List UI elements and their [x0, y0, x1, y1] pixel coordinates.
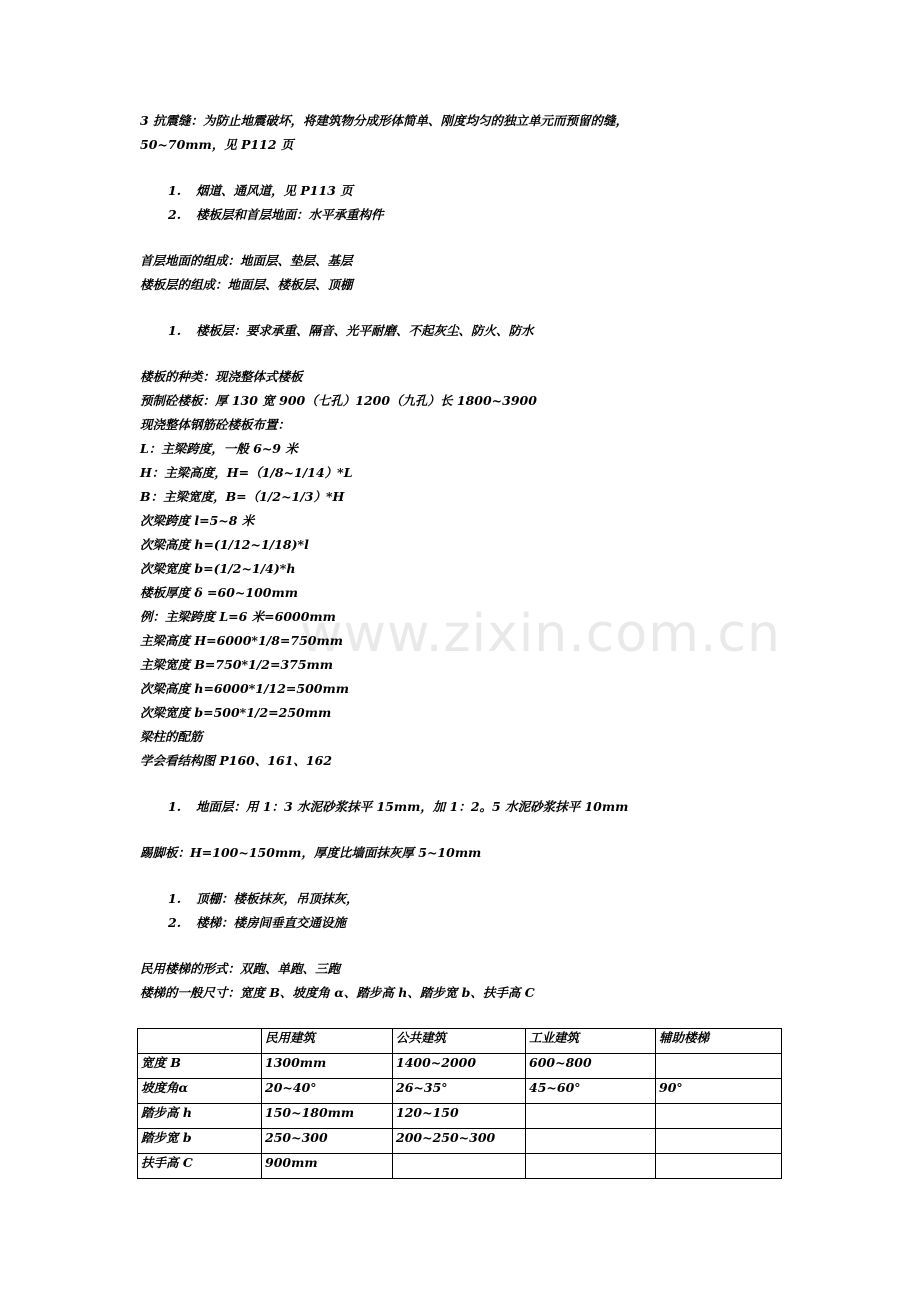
header-cell: 公共建筑: [393, 1029, 526, 1054]
stair-dimension-table: [137, 1028, 782, 1179]
table-header-row: [138, 1029, 782, 1054]
list-number: 2.: [168, 915, 182, 930]
table-cell: 150~180mm: [262, 1104, 393, 1129]
table-cell: [526, 1154, 656, 1179]
table-cell: 20~40°: [262, 1079, 393, 1104]
text-line: 主梁宽度 B=750*1/2=375mm: [140, 657, 333, 672]
row-label-cell: 踏步宽 b: [138, 1129, 262, 1154]
text-line: 次梁宽度 b=(1/2~1/4)*h: [140, 561, 296, 576]
row-label-cell: 扶手高 C: [138, 1154, 262, 1179]
text-line: 预制砼楼板：厚 130 宽 900（七孔）1200（九孔）长 1800~3900: [140, 393, 537, 408]
table-cell: 900mm: [262, 1154, 393, 1179]
table-cell: 1400~2000: [393, 1054, 526, 1079]
table-cell: 250~300: [262, 1129, 393, 1154]
table-cell: [526, 1104, 656, 1129]
table-row: [138, 1054, 782, 1079]
text-line: 民用楼梯的形式：双跑、单跑、三跑: [140, 961, 341, 976]
list-number: 1.: [168, 799, 182, 814]
header-cell: 民用建筑: [262, 1029, 393, 1054]
text-line: 学会看结构图 P160、161、162: [140, 753, 333, 768]
table-cell: [526, 1129, 656, 1154]
text-line: 楼板厚度 δ =60~100mm: [140, 585, 298, 600]
table-cell: [656, 1054, 782, 1079]
table-cell: 90°: [656, 1079, 782, 1104]
text-line: 3 抗震缝：为防止地震破坏，将建筑物分成形体简单、刚度均匀的独立单元而预留的缝，: [140, 113, 629, 128]
list-number: 1.: [168, 323, 182, 338]
header-cell: [138, 1029, 262, 1054]
row-label-cell: 坡度角α: [138, 1079, 262, 1104]
row-label-cell: 踏步高 h: [138, 1104, 262, 1129]
watermark: www.zixin.com.cn: [300, 604, 781, 664]
table-cell: [656, 1129, 782, 1154]
text-line: 次梁宽度 b=500*1/2=250mm: [140, 705, 332, 720]
table-cell: 1300mm: [262, 1054, 393, 1079]
table-cell: 600~800: [526, 1054, 656, 1079]
text-line: 楼板的种类：现浇整体式楼板: [140, 369, 303, 384]
table-cell: 200~250~300: [393, 1129, 526, 1154]
list-text: 楼板层：要求承重、隔音、光平耐磨、不起灰尘、防火、防水: [196, 323, 534, 338]
table-row: [138, 1079, 782, 1104]
text-line: 次梁高度 h=(1/12~1/18)*l: [140, 537, 309, 552]
table-cell: 45~60°: [526, 1079, 656, 1104]
list-text: 烟道、通风道，见 P113 页: [196, 183, 353, 198]
list-text: 地面层：用 1：3 水泥砂浆抹平 15mm，加 1：2。5 水泥砂浆抹平 10mm: [196, 799, 629, 814]
list-number: 1.: [168, 183, 182, 198]
table-cell: [393, 1154, 526, 1179]
table-body: [138, 1054, 782, 1179]
text-line: 例：主梁跨度 L=6 米=6000mm: [140, 609, 336, 624]
list-number: 1.: [168, 891, 182, 906]
table-cell: 120~150: [393, 1104, 526, 1129]
text-line: 楼梯的一般尺寸：宽度 B、坡度角 α、踏步高 h、踏步宽 b、扶手高 C: [140, 985, 535, 1000]
list-text: 顶棚：楼板抹灰，吊顶抹灰，: [196, 891, 359, 906]
table-row: [138, 1154, 782, 1179]
table-cell: [656, 1104, 782, 1129]
table-header: [138, 1029, 782, 1054]
text-line: 次梁高度 h=6000*1/12=500mm: [140, 681, 349, 696]
list-text: 楼梯：楼房间垂直交通设施: [196, 915, 347, 930]
row-label-cell: 宽度 B: [138, 1054, 262, 1079]
text-line: 首层地面的组成：地面层、垫层、基层: [140, 253, 353, 268]
list-text: 楼板层和首层地面：水平承重构件: [196, 207, 384, 222]
text-line: 楼板层的组成：地面层、楼板层、顶棚: [140, 277, 353, 292]
text-line: H：主梁高度，H=（1/8~1/14）*L: [140, 465, 353, 480]
table-cell: 26~35°: [393, 1079, 526, 1104]
text-line: L：主梁跨度，一般 6~9 米: [140, 441, 298, 456]
text-line: 次梁跨度 l=5~8 米: [140, 513, 255, 528]
header-cell: 辅助楼梯: [656, 1029, 782, 1054]
list-number: 2.: [168, 207, 182, 222]
text-line: B：主梁宽度，B=（1/2~1/3）*H: [140, 489, 345, 504]
table-cell: [656, 1154, 782, 1179]
text-line: 踢脚板：H=100~150mm，厚度比墙面抹灰厚 5~10mm: [140, 845, 482, 860]
header-cell: 工业建筑: [526, 1029, 656, 1054]
text-line: 现浇整体钢筋砼楼板布置：: [140, 417, 291, 432]
table-row: [138, 1104, 782, 1129]
text-line: 主梁高度 H=6000*1/8=750mm: [140, 633, 343, 648]
text-line: 50~70mm，见 P112 页: [140, 137, 294, 152]
text-line: 梁柱的配筋: [140, 729, 203, 744]
table-row: [138, 1129, 782, 1154]
